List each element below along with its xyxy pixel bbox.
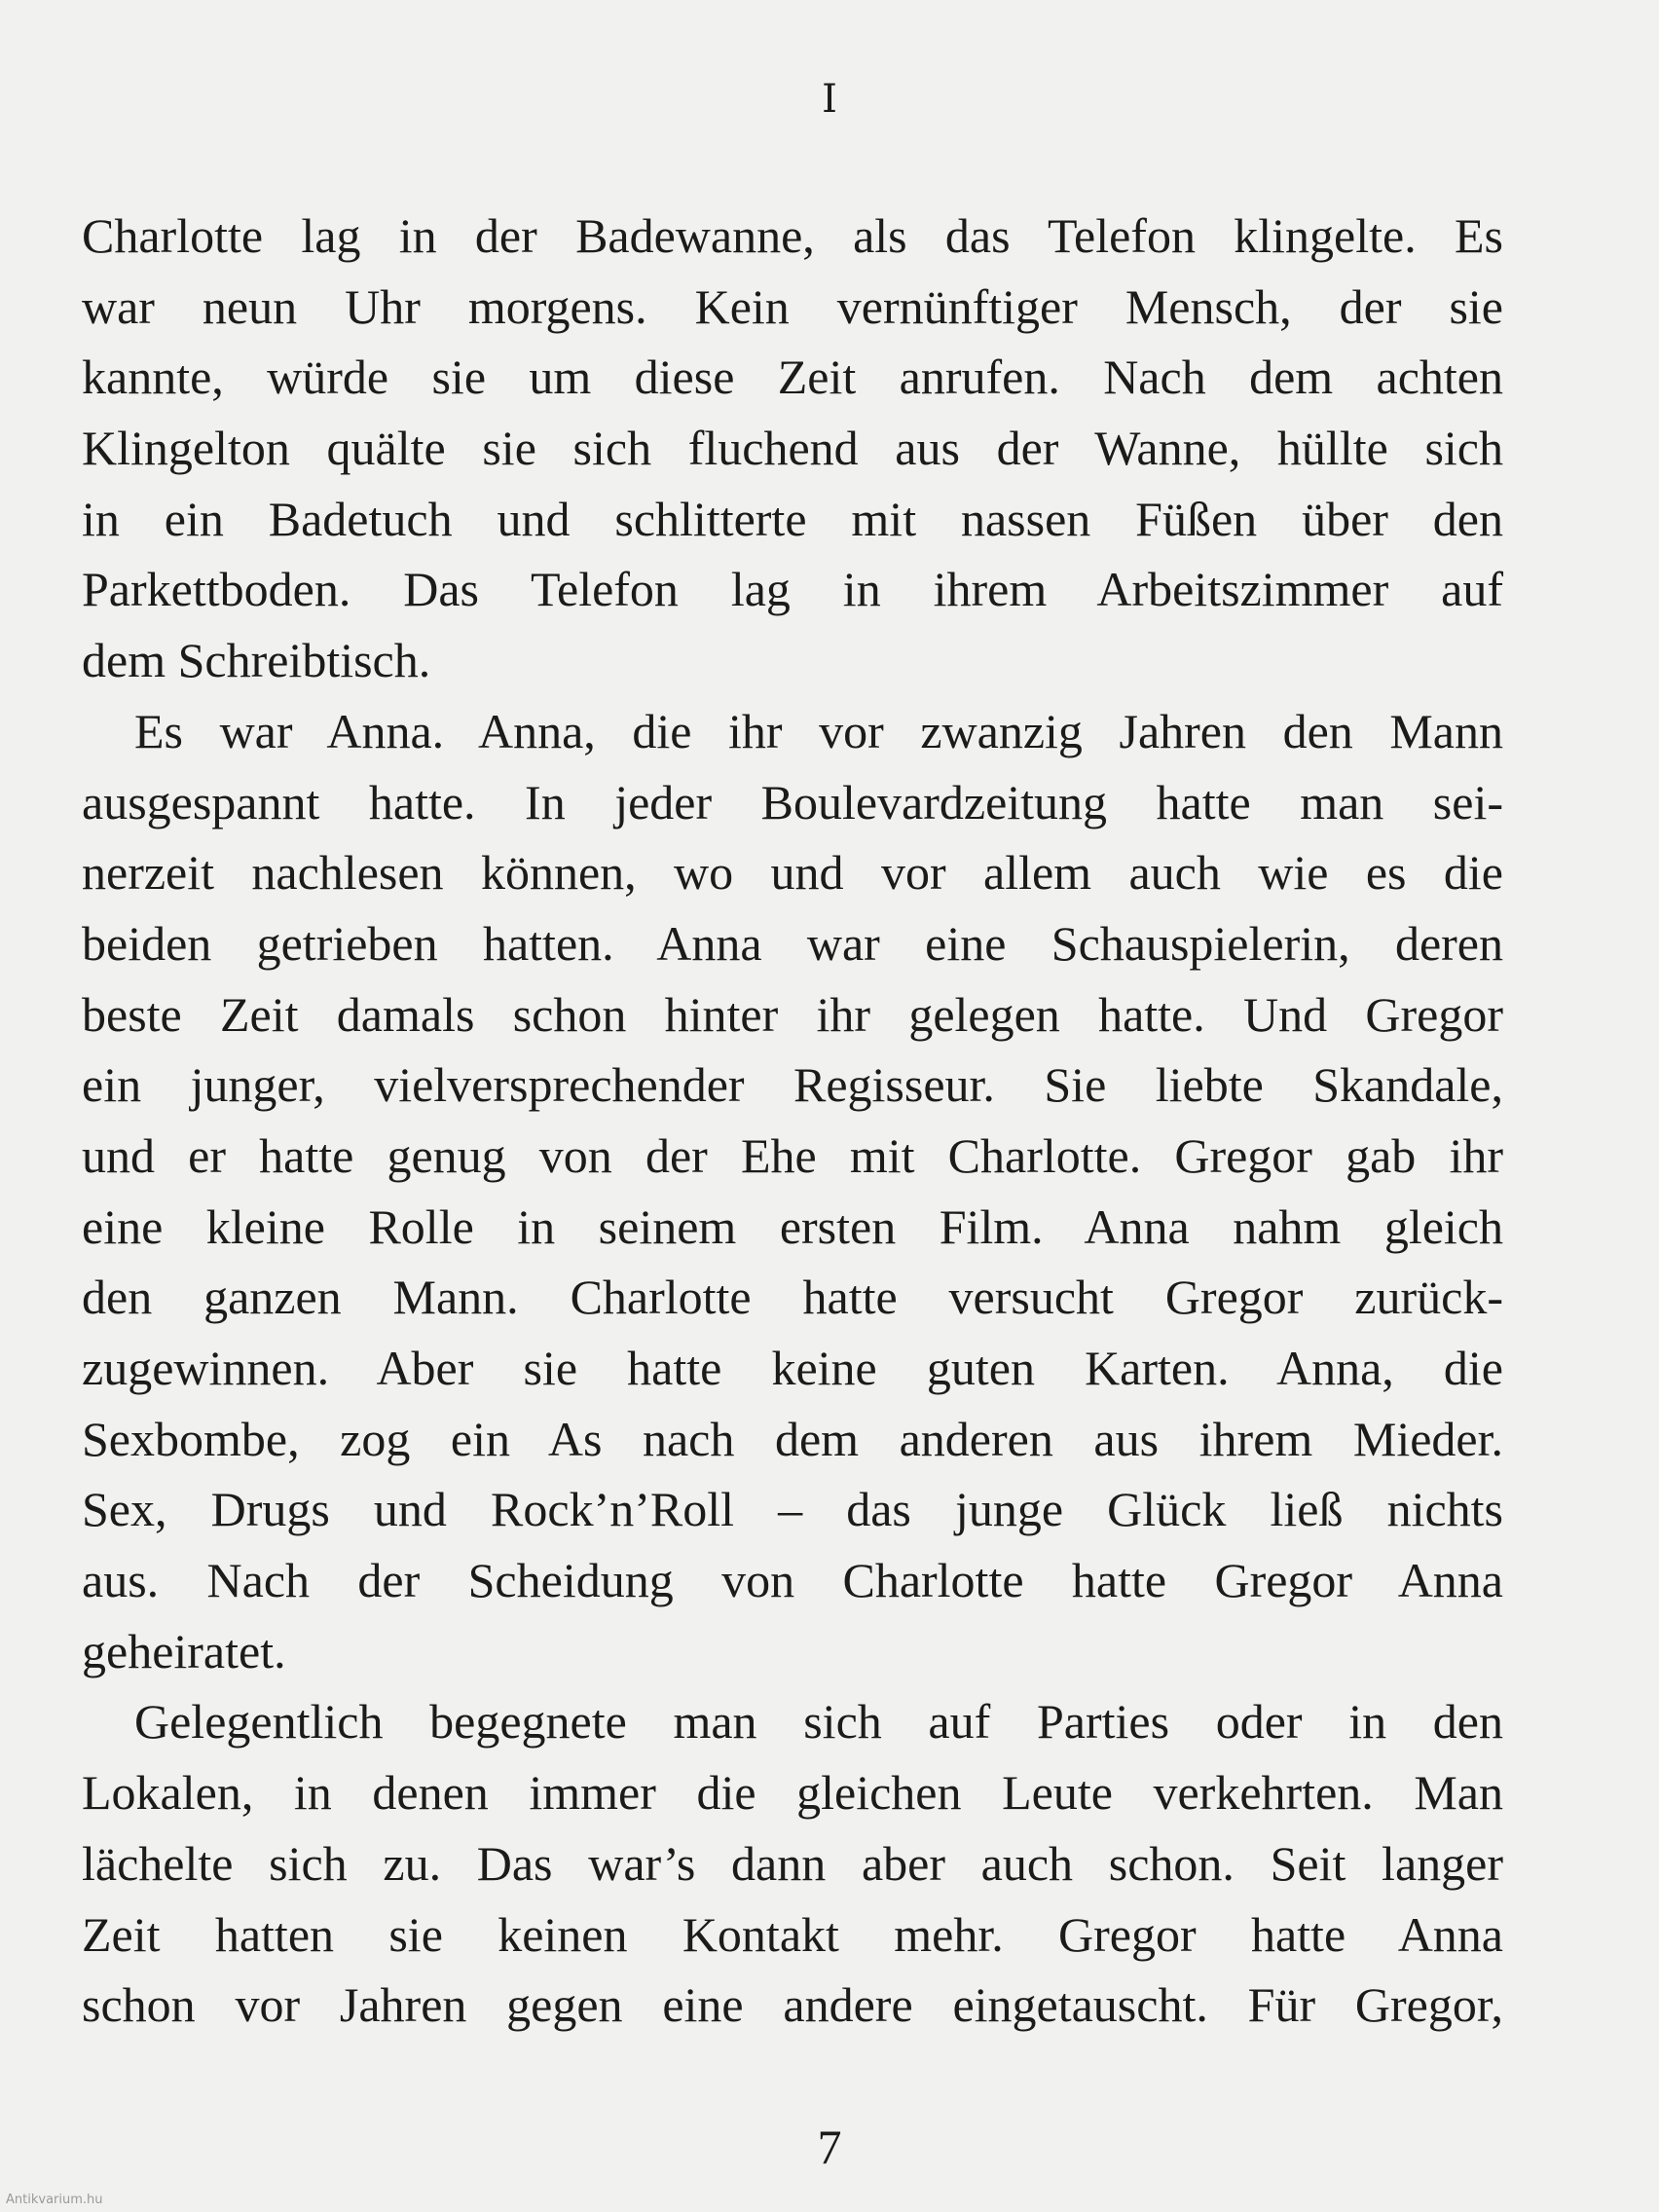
text-line: beiden getrieben hatten. Anna war eine Schauspielerin, deren [82,915,1503,971]
text-line: Sex, Drugs und Rock’n’Roll – das junge Glück ließ nichts [82,1482,1503,1537]
text-line: eine kleine Rolle in seinem ersten Film. Anna nahm gleich [82,1198,1503,1254]
text-line: beste Zeit damals schon hinter ihr gelegen hatte. Und Gregor [82,986,1503,1042]
text-line: war neun Uhr morgens. Kein vernünftiger Mensch, der sie [82,278,1503,334]
text-line: nerzeit nachlesen können, wo und vor allem auch wie es die [82,845,1503,901]
paragraph [82,1686,1503,2040]
text-line: lächelte sich zu. Das war’s dann aber auch schon. Seit langer [82,1835,1503,1891]
text-line: Sexbombe, zog ein As nach dem anderen aus ihrem Mieder. [82,1411,1503,1466]
text-line: Zeit hatten sie keinen Kontakt mehr. Gregor hatte Anna [82,1906,1503,1962]
body-text [82,201,1503,2041]
text-line: ein junger, vielversprechender Regisseur. Sie liebte Skandale, [82,1057,1503,1113]
paragraph [82,696,1503,1687]
text-line: Parkettboden. Das Telefon lag in ihrem Arbeitszimmer auf [82,562,1503,617]
text-line: Es war Anna. Anna, die ihr vor zwanzig Jahren den Mann [134,703,1503,758]
text-line: in ein Badetuch und schlitterte mit nassen Füßen über den [82,491,1503,546]
text-line: dem Schreibtisch. [82,633,431,688]
watermark-text: Antikvarium.hu [6,2193,103,2207]
page-number: 7 [817,2120,842,2174]
text-line: Gelegentlich begegnete man sich auf Parties oder in den [134,1694,1503,1750]
text-line: und er hatte genug von der Ehe mit Charlotte. Gregor gab ihr [82,1127,1503,1183]
text-line: Charlotte lag in der Badewanne, als das Telefon klingelte. Es [82,208,1503,263]
paragraph [82,201,1503,696]
text-line: ausgespannt hatte. In jeder Boulevardzeitung hatte man sei- [82,774,1503,830]
text-line: schon vor Jahren gegen eine andere eingetauscht. Für Gregor, [82,1977,1503,2033]
text-line: kannte, würde sie um diese Zeit anrufen. Nach dem achten [82,350,1503,405]
text-line: Lokalen, in denen immer die gleichen Leute verkehrten. Man [82,1765,1503,1821]
chapter-number: I [822,77,837,122]
text-line: geheiratet. [82,1623,286,1678]
text-line: den ganzen Mann. Charlotte hatte versucht Gregor zurück- [82,1270,1503,1325]
text-line: Klingelton quälte sie sich fluchend aus der Wanne, hüllte sich [82,421,1503,476]
text-line: zugewinnen. Aber sie hatte keine guten Karten. Anna, die [82,1341,1503,1395]
text-line: aus. Nach der Scheidung von Charlotte hatte Gregor Anna [82,1553,1503,1608]
